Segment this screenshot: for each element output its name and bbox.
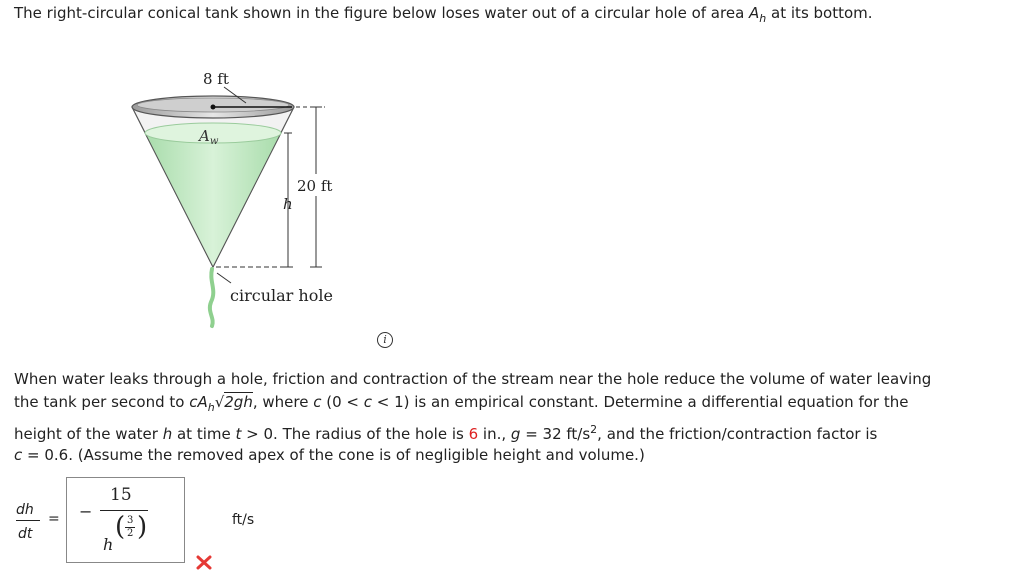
tank-body [132, 96, 294, 267]
intro-text: The right-circular conical tank shown in the figure below loses water out of a circular hole of area $A_h$ at its bottom. [14, 4, 873, 25]
lhs-denominator: dt [18, 526, 33, 542]
leak-stream [210, 269, 231, 326]
water-height-label: h [283, 195, 293, 213]
answer-fraction-bar [100, 510, 148, 511]
lhs-fraction-bar [16, 520, 40, 521]
answer-input[interactable] [66, 477, 185, 563]
units-label: ft/s [232, 512, 255, 528]
problem-line-2: the tank per second to $cA_h√2gh$, where c (0 < c < 1) is an empirical constant. Determine a differential equation for the [14, 393, 909, 414]
water-surface-label: $A_w$ [199, 127, 219, 147]
exponent-left-paren: ( [115, 512, 126, 542]
hole-label: circular hole [230, 286, 333, 305]
exponent-right-paren: ) [137, 512, 148, 542]
conical-tank-figure [120, 60, 360, 335]
answer-sign: − [79, 502, 93, 521]
height-total-label: 20 ft [297, 177, 333, 195]
problem-line-3: height of the water h at time t > 0. The radius of the hole is 6 in., g = 32 $ft/s^2$, and the friction/contraction factor is [14, 423, 878, 443]
problem-line-1: When water leaks through a hole, friction and contraction of the stream near the hole reduce the volume of water leaving [14, 370, 932, 388]
info-icon[interactable]: i [377, 332, 393, 348]
exponent-numerator: 3 [127, 515, 134, 526]
exponent-denominator: 2 [127, 528, 134, 539]
radius-label: 8 ft [203, 70, 229, 88]
incorrect-x-icon [196, 555, 212, 570]
lhs-numerator: dh [16, 502, 34, 518]
equals-sign: = [48, 511, 60, 527]
answer-numerator: 15 [110, 485, 132, 505]
hole-radius-value: 6 [468, 425, 479, 443]
answer-base: h [103, 535, 114, 554]
problem-line-4: c = 0.6. (Assume the removed apex of the cone is of negligible height and volume.) [14, 446, 645, 464]
